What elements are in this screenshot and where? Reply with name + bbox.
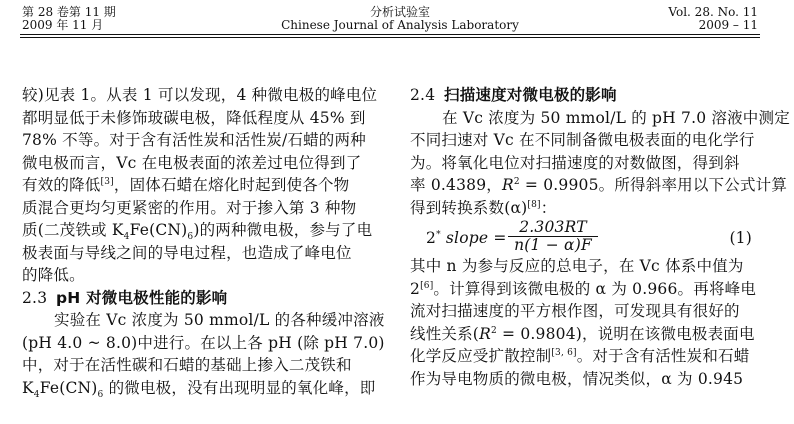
- subscript: 4: [123, 232, 130, 243]
- superscript: 2: [513, 176, 520, 187]
- equation-1: [410, 219, 766, 255]
- subscript: 6: [187, 232, 194, 243]
- text-line: [22, 219, 382, 242]
- header-journal-cn: 分析试验室: [369, 5, 430, 19]
- citation: [8]: [527, 199, 541, 210]
- text-line: 质混合更均匀更紧密的作用。对于掺入第 3 种物: [22, 198, 357, 217]
- text-run: 2: [410, 279, 421, 298]
- text-run: = 0.9905。所得斜率用以下公式计算: [519, 176, 788, 194]
- section-heading-2-3: [22, 287, 382, 310]
- text-run: ，固体石蜡在熔化时起到使各个物: [113, 176, 350, 194]
- text-line: [410, 174, 788, 197]
- header-rule-thick: [20, 34, 760, 35]
- superscript: *: [436, 229, 441, 240]
- text-line: [410, 323, 766, 346]
- text-line: [410, 345, 766, 368]
- equation-fraction: [508, 219, 598, 254]
- text-line: 为。将氧化电位对扫描速度的对数做图，得到斜: [410, 153, 740, 172]
- text-run: Fe(CN): [39, 378, 98, 397]
- section-heading-2-4: [410, 84, 766, 107]
- text-line: 实验在 Vc 浓度为 50 mmol/L 的各种缓冲溶液: [54, 311, 385, 329]
- text-line: [410, 278, 766, 301]
- text-line: 在 Vc 浓度为 50 mmol/L 的 pH 7.0 溶液中测定: [442, 108, 790, 127]
- text-run: 线性关系(: [410, 324, 480, 343]
- text-line: 流对扫描速度的平方根作图，可发现具有很好的: [410, 302, 740, 320]
- text-line: 78% 不等。对于含有活性炭和活性炭/石蜡的两种: [22, 131, 366, 149]
- text-line: 微电极而言，Vc 在电极表面的浓差过电位得到了: [22, 153, 362, 172]
- citation: [6]: [420, 280, 434, 291]
- text-run: K: [22, 378, 34, 397]
- left-column: [22, 84, 385, 400]
- text-run: 。对于含有活性炭和石蜡: [576, 347, 750, 365]
- text-line: 的降低。: [22, 266, 85, 284]
- header-volume-en: [640, 6, 758, 32]
- text-run: 。计算得到该微电极的 α 为 0.966。再将峰电: [433, 279, 757, 298]
- superscript: 2: [490, 325, 497, 336]
- text-run: 化学反应受扩散控制: [410, 347, 552, 365]
- equation-number: (1): [729, 229, 752, 247]
- text-line: 其中 n 为参与反应的总电子，在 Vc 体系中值为: [410, 257, 744, 275]
- header-journal-en: Chinese Journal of Analysis Laboratory: [281, 18, 519, 32]
- text-line: 作为导电物质的微电极，情况类似，α 为 0.945: [410, 369, 744, 388]
- text-line: 极表面与导线之间的导电过程，也造成了峰电位: [22, 243, 352, 262]
- section-number: 2.3: [22, 288, 48, 307]
- header-rule-thin: [20, 37, 760, 38]
- text-run: ：: [540, 198, 557, 217]
- text-line: [22, 377, 382, 400]
- header-journal-title: [250, 6, 550, 32]
- header-volume-issue: 第 28 卷第 11 期: [22, 5, 116, 19]
- text-run: )的两种微电极，参与了电: [193, 221, 373, 239]
- text-run: R: [501, 176, 514, 194]
- text-run: 得到转换系数(α): [410, 198, 528, 217]
- text-run: R: [479, 324, 491, 343]
- header-date: 2009 年 11 月: [22, 18, 104, 32]
- text-run: = 0.9804)，说明在该微电极表面电: [496, 324, 755, 343]
- text-run: 有效的降低: [22, 176, 101, 194]
- equation-lhs-coefficient: 2: [426, 229, 437, 247]
- text-line: 中，对于在活性碳和石蜡的基础上掺入二茂铁和: [22, 356, 352, 374]
- text-run: Fe(CN): [129, 221, 188, 239]
- text-run: 率 0.4389，: [410, 176, 502, 194]
- header-volume-info: [22, 6, 182, 32]
- header-vol-no: Vol. 28. No. 11: [668, 5, 758, 19]
- text-run: 的微电极，没有出现明显的氧化峰，即: [103, 378, 376, 397]
- subscript: 4: [33, 389, 40, 400]
- text-line: (pH 4.0 ~ 8.0)中进行。在以上各 pH (除 pH 7.0): [22, 333, 385, 352]
- text-line: 较)见表 1。从表 1 可以发现，4 种微电极的峰电位: [22, 86, 378, 104]
- citation: [3]: [100, 176, 114, 187]
- equation-lhs-slope: slope =: [445, 229, 507, 247]
- right-column: [410, 84, 790, 390]
- header-year-month: 2009 – 11: [698, 18, 758, 32]
- text-line: 不同扫速对 Vc 在不同制备微电极表面的电化学行: [410, 131, 755, 149]
- equation-lhs: [426, 227, 507, 250]
- section-title: pH 对微电极性能的影响: [56, 288, 228, 307]
- text-run: 质(二茂铁或 K: [22, 221, 124, 239]
- text-line: [22, 174, 382, 197]
- equation-denominator: n(1 − α)F: [514, 236, 592, 254]
- subscript: 6: [97, 389, 104, 400]
- text-line: [410, 197, 766, 220]
- citation: [3, 6]: [551, 347, 577, 358]
- section-title: 扫描速度对微电极的影响: [444, 86, 617, 104]
- text-line: 都明显低于未修饰玻碳电极，降低程度从 45% 到: [22, 108, 366, 127]
- equation-numerator: 2.303RT: [508, 219, 598, 237]
- section-number: 2.4: [410, 86, 436, 104]
